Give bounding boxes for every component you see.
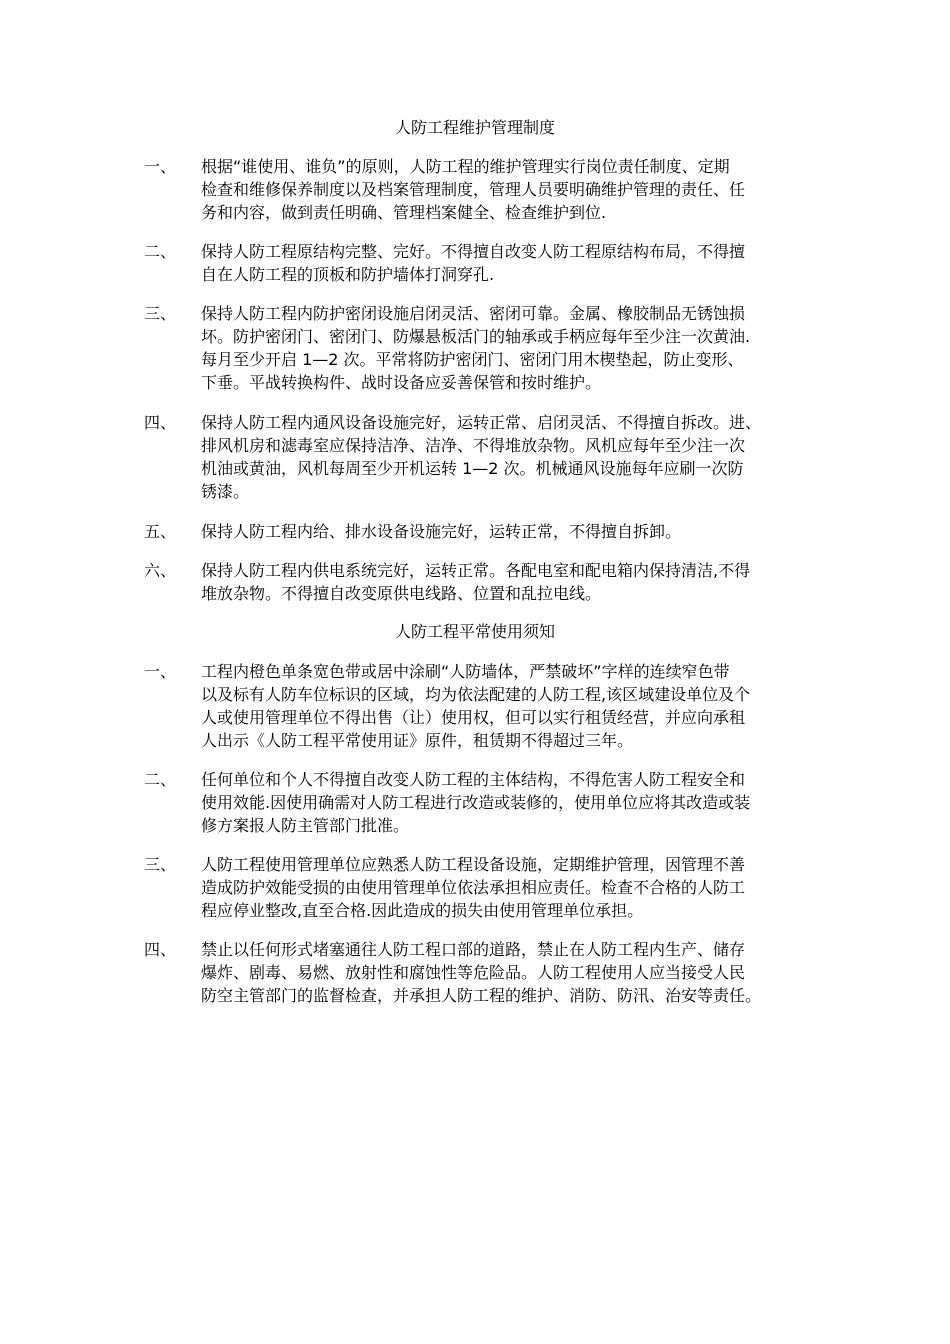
item-text [201,768,809,837]
item-number: 五、 [144,522,177,541]
text-line: 使用效能.因使用确需对人防工程进行改造或装修的，使用单位应将其改造或装 [201,793,751,812]
text-line: 禁止以任何形式堵塞通往人防工程口部的道路，禁止在人防工程内生产、储存 [201,940,746,959]
text-line: 堆放杂物。不得擅自改变原供电线路、位置和乱拉电线。 [201,584,602,603]
text-line: 务和内容，做到责任明确、管理档案健全、检查维护到位. [201,203,607,222]
item-text [201,302,809,394]
maintenance-item-2 [144,240,809,286]
text-line: 检查和维修保养制度以及档案管理制度，管理人员要明确维护管理的责任、任 [201,180,746,199]
text-line: 人或使用管理单位不得出售（让）使用权，但可以实行租赁经营，并应向承租 [201,708,746,727]
item-text [201,240,809,286]
text-line: 自在人防工程的顶板和防护墙体打洞穿孔. [201,265,495,284]
item-number: 一、 [144,157,177,176]
usage-item-3 [144,853,809,922]
item-number: 二、 [144,770,177,789]
item-text [201,660,809,752]
item-text [201,411,809,503]
text-line: 人出示《人防工程平常使用证》原件，租赁期不得超过三年。 [201,731,634,750]
maintenance-item-3 [144,302,809,394]
text-line: 锈漆。 [201,482,250,501]
text-line: 以及标有人防车位标识的区域，均为依法配建的人防工程,该区域建设单位及个 [201,685,751,704]
text-line: 机油或黄油，风机每周至少开机运转 1—2 次。机械通风设施每年应刷一次防 [201,459,744,478]
text-line: 人防工程使用管理单位应熟悉人防工程设备设施，定期维护管理，因管理不善 [201,855,746,874]
text-line: 坏。防护密闭门、密闭门、防爆悬板活门的轴承或手柄应每年至少注一次黄油. [201,327,751,346]
text-line: 保持人防工程原结构完整、完好。不得擅自改变人防工程原结构布局，不得擅 [201,242,746,261]
item-text [201,938,809,1007]
text-line: 造成防护效能受损的由使用管理单位依法承担相应责任。检查不合格的人防工 [201,878,746,897]
maintenance-item-1 [144,155,809,224]
item-number: 三、 [144,304,177,323]
item-number: 四、 [144,940,177,959]
usage-item-4 [144,938,809,1007]
item-text [201,520,809,543]
section-title-maintenance: 人防工程维护管理制度 [394,118,555,137]
text-line: 程应停业整改,直至合格.因此造成的损失由使用管理单位承担。 [201,901,644,920]
text-line: 根据“谁使用、谁负”的原则，人防工程的维护管理实行岗位责任制度、定期 [201,157,730,176]
text-line: 保持人防工程内供电系统完好，运转正常。各配电室和配电箱内保持清洁,不得 [201,561,751,580]
text-line: 工程内橙色单条宽色带或居中涂刷“人防墙体，严禁破坏”字样的连续窄色带 [201,662,730,681]
item-number: 四、 [144,413,177,432]
item-number: 六、 [144,561,177,580]
text-line: 每月至少开启 1—2 次。平常将防护密闭门、密闭门用木楔垫起，防止变形、 [201,350,744,369]
item-number: 二、 [144,242,177,261]
item-number: 三、 [144,855,177,874]
maintenance-item-5 [144,520,809,543]
text-line: 爆炸、剧毒、易燃、放射性和腐蚀性等危险品。人防工程使用人应当接受人民 [201,963,746,982]
item-text [201,155,809,224]
text-line: 防空主管部门的监督检查，并承担人防工程的维护、消防、防汛、治安等责任。 [201,986,762,1005]
maintenance-item-6 [144,559,809,605]
usage-item-1 [144,660,809,752]
item-text [201,853,809,922]
section-title-usage: 人防工程平常使用须知 [394,622,555,641]
usage-item-2 [144,768,809,837]
text-line: 修方案报人防主管部门批准。 [201,816,410,835]
text-line: 保持人防工程内防护密闭设施启闭灵活、密闭可靠。金属、橡胶制品无锈蚀损 [201,304,746,323]
text-line: 下垂。平战转换构件、战时设备应妥善保管和按时维护。 [201,373,602,392]
text-line: 排风机房和滤毒室应保持洁净、洁净、不得堆放杂物。风机应每年至少注一次 [201,436,746,455]
text-line: 任何单位和个人不得擅自改变人防工程的主体结构，不得危害人防工程安全和 [201,770,746,789]
item-number: 一、 [144,662,177,681]
text-line: 保持人防工程内给、排水设备设施完好，运转正常，不得擅自拆卸。 [201,522,682,541]
item-text [201,559,809,605]
text-line: 保持人防工程内通风设备设施完好，运转正常、启闭灵活、不得擅自拆改。进、 [201,413,762,432]
maintenance-item-4 [144,411,809,503]
